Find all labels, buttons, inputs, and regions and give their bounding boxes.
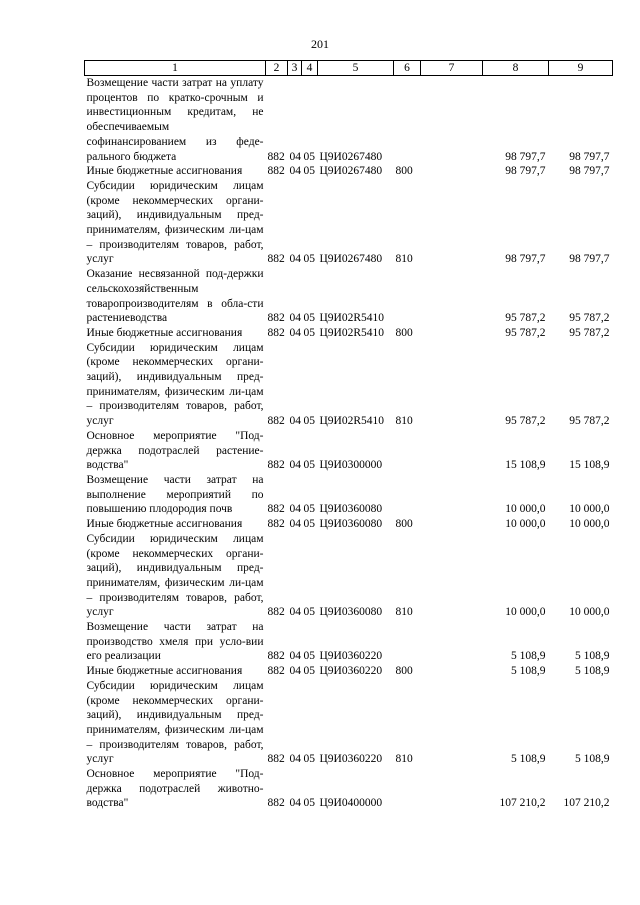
row-col8-amount-cell: 5 108,9 bbox=[511, 650, 546, 663]
row-subsection-cell: 05 bbox=[303, 753, 315, 766]
row-expense-type-cell: 810 bbox=[395, 415, 413, 428]
row-name-cell: Иные бюджетные ассигнования bbox=[86, 518, 243, 531]
row-grbs-cell: 882 bbox=[267, 753, 285, 766]
row-expense-type-cell: 800 bbox=[395, 518, 413, 531]
row-target-article-cell: Ц9И0400000 bbox=[319, 797, 383, 810]
row-col8-amount-cell: 95 787,2 bbox=[505, 415, 546, 428]
row-expense-type-cell bbox=[394, 429, 421, 473]
row-subsection-cell: 05 bbox=[303, 797, 315, 810]
row-col9-amount-cell: 10 000,0 bbox=[569, 503, 610, 516]
row-target-article-cell: Ц9И0360220 bbox=[319, 665, 383, 678]
row-grbs-cell: 882 bbox=[267, 797, 285, 810]
row-col9-amount-cell: 95 787,2 bbox=[569, 415, 610, 428]
row-grbs-cell: 882 bbox=[267, 312, 285, 325]
row-grbs-cell: 882 bbox=[267, 459, 285, 472]
table-row bbox=[85, 341, 613, 429]
row-subsection-cell: 05 bbox=[303, 165, 315, 178]
table-row bbox=[85, 473, 613, 517]
row-name-cell: Возмещение части затрат на выполнение мероприятий по повышению плодородия почв bbox=[86, 473, 264, 516]
row-target-article-cell: Ц9И0360220 bbox=[319, 650, 383, 663]
row-section-cell: 04 bbox=[289, 312, 301, 325]
row-target-article-cell: Ц9И02R5410 bbox=[319, 312, 385, 325]
row-target-article-cell: Ц9И02R5410 bbox=[319, 326, 385, 339]
row-col9-amount-cell: 10 000,0 bbox=[569, 518, 610, 531]
row-target-article-cell: Ц9И02R5410 bbox=[319, 415, 385, 428]
row-target-article-cell: Ц9И0267480 bbox=[319, 253, 383, 266]
row-expense-type-cell: 800 bbox=[395, 665, 413, 678]
row-col8-amount-cell: 5 108,9 bbox=[511, 753, 546, 766]
row-col9-amount-cell: 95 787,2 bbox=[569, 312, 610, 325]
row-expense-type-cell bbox=[394, 620, 421, 664]
row-expense-type-cell: 800 bbox=[395, 165, 413, 178]
row-col8-amount-cell: 95 787,2 bbox=[505, 326, 546, 339]
row-expense-type-cell: 800 bbox=[395, 326, 413, 339]
row-section-cell: 04 bbox=[289, 150, 301, 163]
row-subsection-cell: 05 bbox=[303, 650, 315, 663]
row-col9-amount-cell: 5 108,9 bbox=[575, 753, 610, 766]
row-col9-amount-cell: 98 797,7 bbox=[569, 165, 610, 178]
row-expense-type-cell bbox=[394, 767, 421, 811]
row-target-article-cell: Ц9И0360080 bbox=[319, 518, 383, 531]
row-grbs-cell: 882 bbox=[267, 415, 285, 428]
row-expense-type-cell bbox=[394, 76, 421, 165]
row-expense-type-cell: 810 bbox=[395, 253, 413, 266]
row-col9-amount-cell: 10 000,0 bbox=[569, 606, 610, 619]
row-grbs-cell: 882 bbox=[267, 665, 285, 678]
table-row bbox=[85, 679, 613, 767]
header-col-1: 1 bbox=[85, 61, 266, 76]
row-section-cell: 04 bbox=[289, 253, 301, 266]
row-name-cell: Возмещение части затрат на производство хмеля при усло-вии его реализации bbox=[86, 621, 264, 663]
header-row bbox=[85, 61, 613, 76]
row-grbs-cell: 882 bbox=[267, 253, 285, 266]
row-col7-cell bbox=[421, 532, 483, 620]
row-section-cell: 04 bbox=[289, 650, 301, 663]
table-row bbox=[85, 620, 613, 664]
row-name-cell: Субсидии юридическим лицам (кроме некоммерческих органи-заций), индивидуальным пред-принимателям, физическим ли-цам – производителям товаров, работ, услуг bbox=[86, 179, 264, 266]
row-col9-amount-cell: 107 210,2 bbox=[563, 797, 610, 810]
row-section-cell: 04 bbox=[289, 518, 301, 531]
header-col-4: 4 bbox=[302, 61, 318, 76]
row-target-article-cell: Ц9И0300000 bbox=[319, 459, 383, 472]
row-subsection-cell: 05 bbox=[303, 150, 315, 163]
row-subsection-cell: 05 bbox=[303, 312, 315, 325]
row-col8-amount-cell: 98 797,7 bbox=[505, 253, 546, 266]
row-grbs-cell: 882 bbox=[267, 165, 285, 178]
row-col7-cell bbox=[421, 76, 483, 165]
row-col7-cell bbox=[421, 767, 483, 811]
table-row bbox=[85, 326, 613, 341]
row-col7-cell bbox=[421, 679, 483, 767]
header-col-9: 9 bbox=[549, 61, 613, 76]
row-col7-cell bbox=[421, 326, 483, 341]
row-col9-amount-cell: 98 797,7 bbox=[569, 253, 610, 266]
row-subsection-cell: 05 bbox=[303, 459, 315, 472]
row-col8-amount-cell: 107 210,2 bbox=[499, 797, 546, 810]
row-name-cell: Основное мероприятие "Под-держка подотраслей растение-водства" bbox=[86, 429, 264, 472]
row-col9-amount-cell: 95 787,2 bbox=[569, 326, 610, 339]
row-grbs-cell: 882 bbox=[267, 503, 285, 516]
row-subsection-cell: 05 bbox=[303, 518, 315, 531]
row-expense-type-cell bbox=[394, 473, 421, 517]
row-name-cell: Оказание несвязанной под-держки сельскохозяйственным товаропроизводителям в обла-сти растениеводства bbox=[86, 268, 264, 325]
header-col-3: 3 bbox=[288, 61, 302, 76]
row-name-cell: Иные бюджетные ассигнования bbox=[86, 665, 243, 678]
header-col-6: 6 bbox=[394, 61, 421, 76]
budget-table bbox=[84, 60, 613, 811]
table-row bbox=[85, 517, 613, 532]
row-section-cell: 04 bbox=[289, 165, 301, 178]
table-row bbox=[85, 76, 613, 165]
row-section-cell: 04 bbox=[289, 797, 301, 810]
row-grbs-cell: 882 bbox=[267, 150, 285, 163]
row-section-cell: 04 bbox=[289, 326, 301, 339]
table-row bbox=[85, 429, 613, 473]
row-section-cell: 04 bbox=[289, 503, 301, 516]
row-name-cell: Иные бюджетные ассигнования bbox=[86, 165, 243, 178]
table-row bbox=[85, 267, 613, 326]
row-subsection-cell: 05 bbox=[303, 253, 315, 266]
header-col-5: 5 bbox=[318, 61, 394, 76]
row-subsection-cell: 05 bbox=[303, 326, 315, 339]
row-col7-cell bbox=[421, 429, 483, 473]
table-row bbox=[85, 164, 613, 179]
row-col7-cell bbox=[421, 267, 483, 326]
row-col7-cell bbox=[421, 164, 483, 179]
row-col7-cell bbox=[421, 620, 483, 664]
row-col7-cell bbox=[421, 179, 483, 267]
row-col7-cell bbox=[421, 341, 483, 429]
table-row bbox=[85, 664, 613, 679]
row-name-cell: Субсидии юридическим лицам (кроме некоммерческих органи-заций), индивидуальным пред-принимателям, физическим ли-цам – производителям товаров, работ, услуг bbox=[86, 341, 264, 428]
header-col-2: 2 bbox=[266, 61, 288, 76]
row-section-cell: 04 bbox=[289, 606, 301, 619]
row-col8-amount-cell: 10 000,0 bbox=[505, 518, 546, 531]
table-row bbox=[85, 767, 613, 811]
row-col8-amount-cell: 10 000,0 bbox=[505, 606, 546, 619]
row-target-article-cell: Ц9И0360220 bbox=[319, 753, 383, 766]
row-col7-cell bbox=[421, 517, 483, 532]
row-col9-amount-cell: 15 108,9 bbox=[569, 459, 610, 472]
row-name-cell: Субсидии юридическим лицам (кроме некоммерческих органи-заций), индивидуальным пред-принимателям, физическим ли-цам – производителям товаров, работ, услуг bbox=[86, 532, 264, 619]
row-col8-amount-cell: 98 797,7 bbox=[505, 165, 546, 178]
row-expense-type-cell: 810 bbox=[395, 606, 413, 619]
row-col8-amount-cell: 5 108,9 bbox=[511, 665, 546, 678]
row-expense-type-cell bbox=[394, 267, 421, 326]
row-subsection-cell: 05 bbox=[303, 606, 315, 619]
row-subsection-cell: 05 bbox=[303, 665, 315, 678]
page-number: 201 bbox=[311, 37, 329, 51]
row-name-cell: Возмещение части затрат на уплату процентов по кратко-срочным и инвестиционным кредитам, не обеспечиваемым софинансированием из феде-рального бюджета bbox=[86, 77, 264, 163]
row-name-cell: Иные бюджетные ассигнования bbox=[86, 326, 243, 339]
row-section-cell: 04 bbox=[289, 415, 301, 428]
row-col7-cell bbox=[421, 664, 483, 679]
row-col9-amount-cell: 5 108,9 bbox=[575, 650, 610, 663]
row-section-cell: 04 bbox=[289, 753, 301, 766]
row-subsection-cell: 05 bbox=[303, 415, 315, 428]
row-col9-amount-cell: 5 108,9 bbox=[575, 665, 610, 678]
header-col-7: 7 bbox=[421, 61, 483, 76]
row-grbs-cell: 882 bbox=[267, 326, 285, 339]
row-section-cell: 04 bbox=[289, 459, 301, 472]
row-name-cell: Основное мероприятие "Под-держка подотраслей животно-водства" bbox=[86, 768, 264, 810]
table-body bbox=[85, 76, 613, 812]
row-target-article-cell: Ц9И0267480 bbox=[319, 150, 383, 163]
table-row bbox=[85, 532, 613, 620]
row-col9-amount-cell: 98 797,7 bbox=[569, 150, 610, 163]
row-grbs-cell: 882 bbox=[267, 606, 285, 619]
row-subsection-cell: 05 bbox=[303, 503, 315, 516]
row-col8-amount-cell: 98 797,7 bbox=[505, 150, 546, 163]
row-col8-amount-cell: 15 108,9 bbox=[505, 459, 546, 472]
row-col7-cell bbox=[421, 473, 483, 517]
row-target-article-cell: Ц9И0360080 bbox=[319, 606, 383, 619]
row-target-article-cell: Ц9И0360080 bbox=[319, 503, 383, 516]
row-name-cell: Субсидии юридическим лицам (кроме некоммерческих органи-заций), индивидуальным пред-принимателям, физическим ли-цам – производителям товаров, работ, услуг bbox=[86, 679, 264, 766]
row-col8-amount-cell: 95 787,2 bbox=[505, 312, 546, 325]
budget-table-container bbox=[84, 60, 613, 811]
row-expense-type-cell: 810 bbox=[395, 753, 413, 766]
row-grbs-cell: 882 bbox=[267, 518, 285, 531]
row-target-article-cell: Ц9И0267480 bbox=[319, 165, 383, 178]
table-row bbox=[85, 179, 613, 267]
row-col8-amount-cell: 10 000,0 bbox=[505, 503, 546, 516]
header-col-8: 8 bbox=[483, 61, 549, 76]
row-grbs-cell: 882 bbox=[267, 650, 285, 663]
row-section-cell: 04 bbox=[289, 665, 301, 678]
